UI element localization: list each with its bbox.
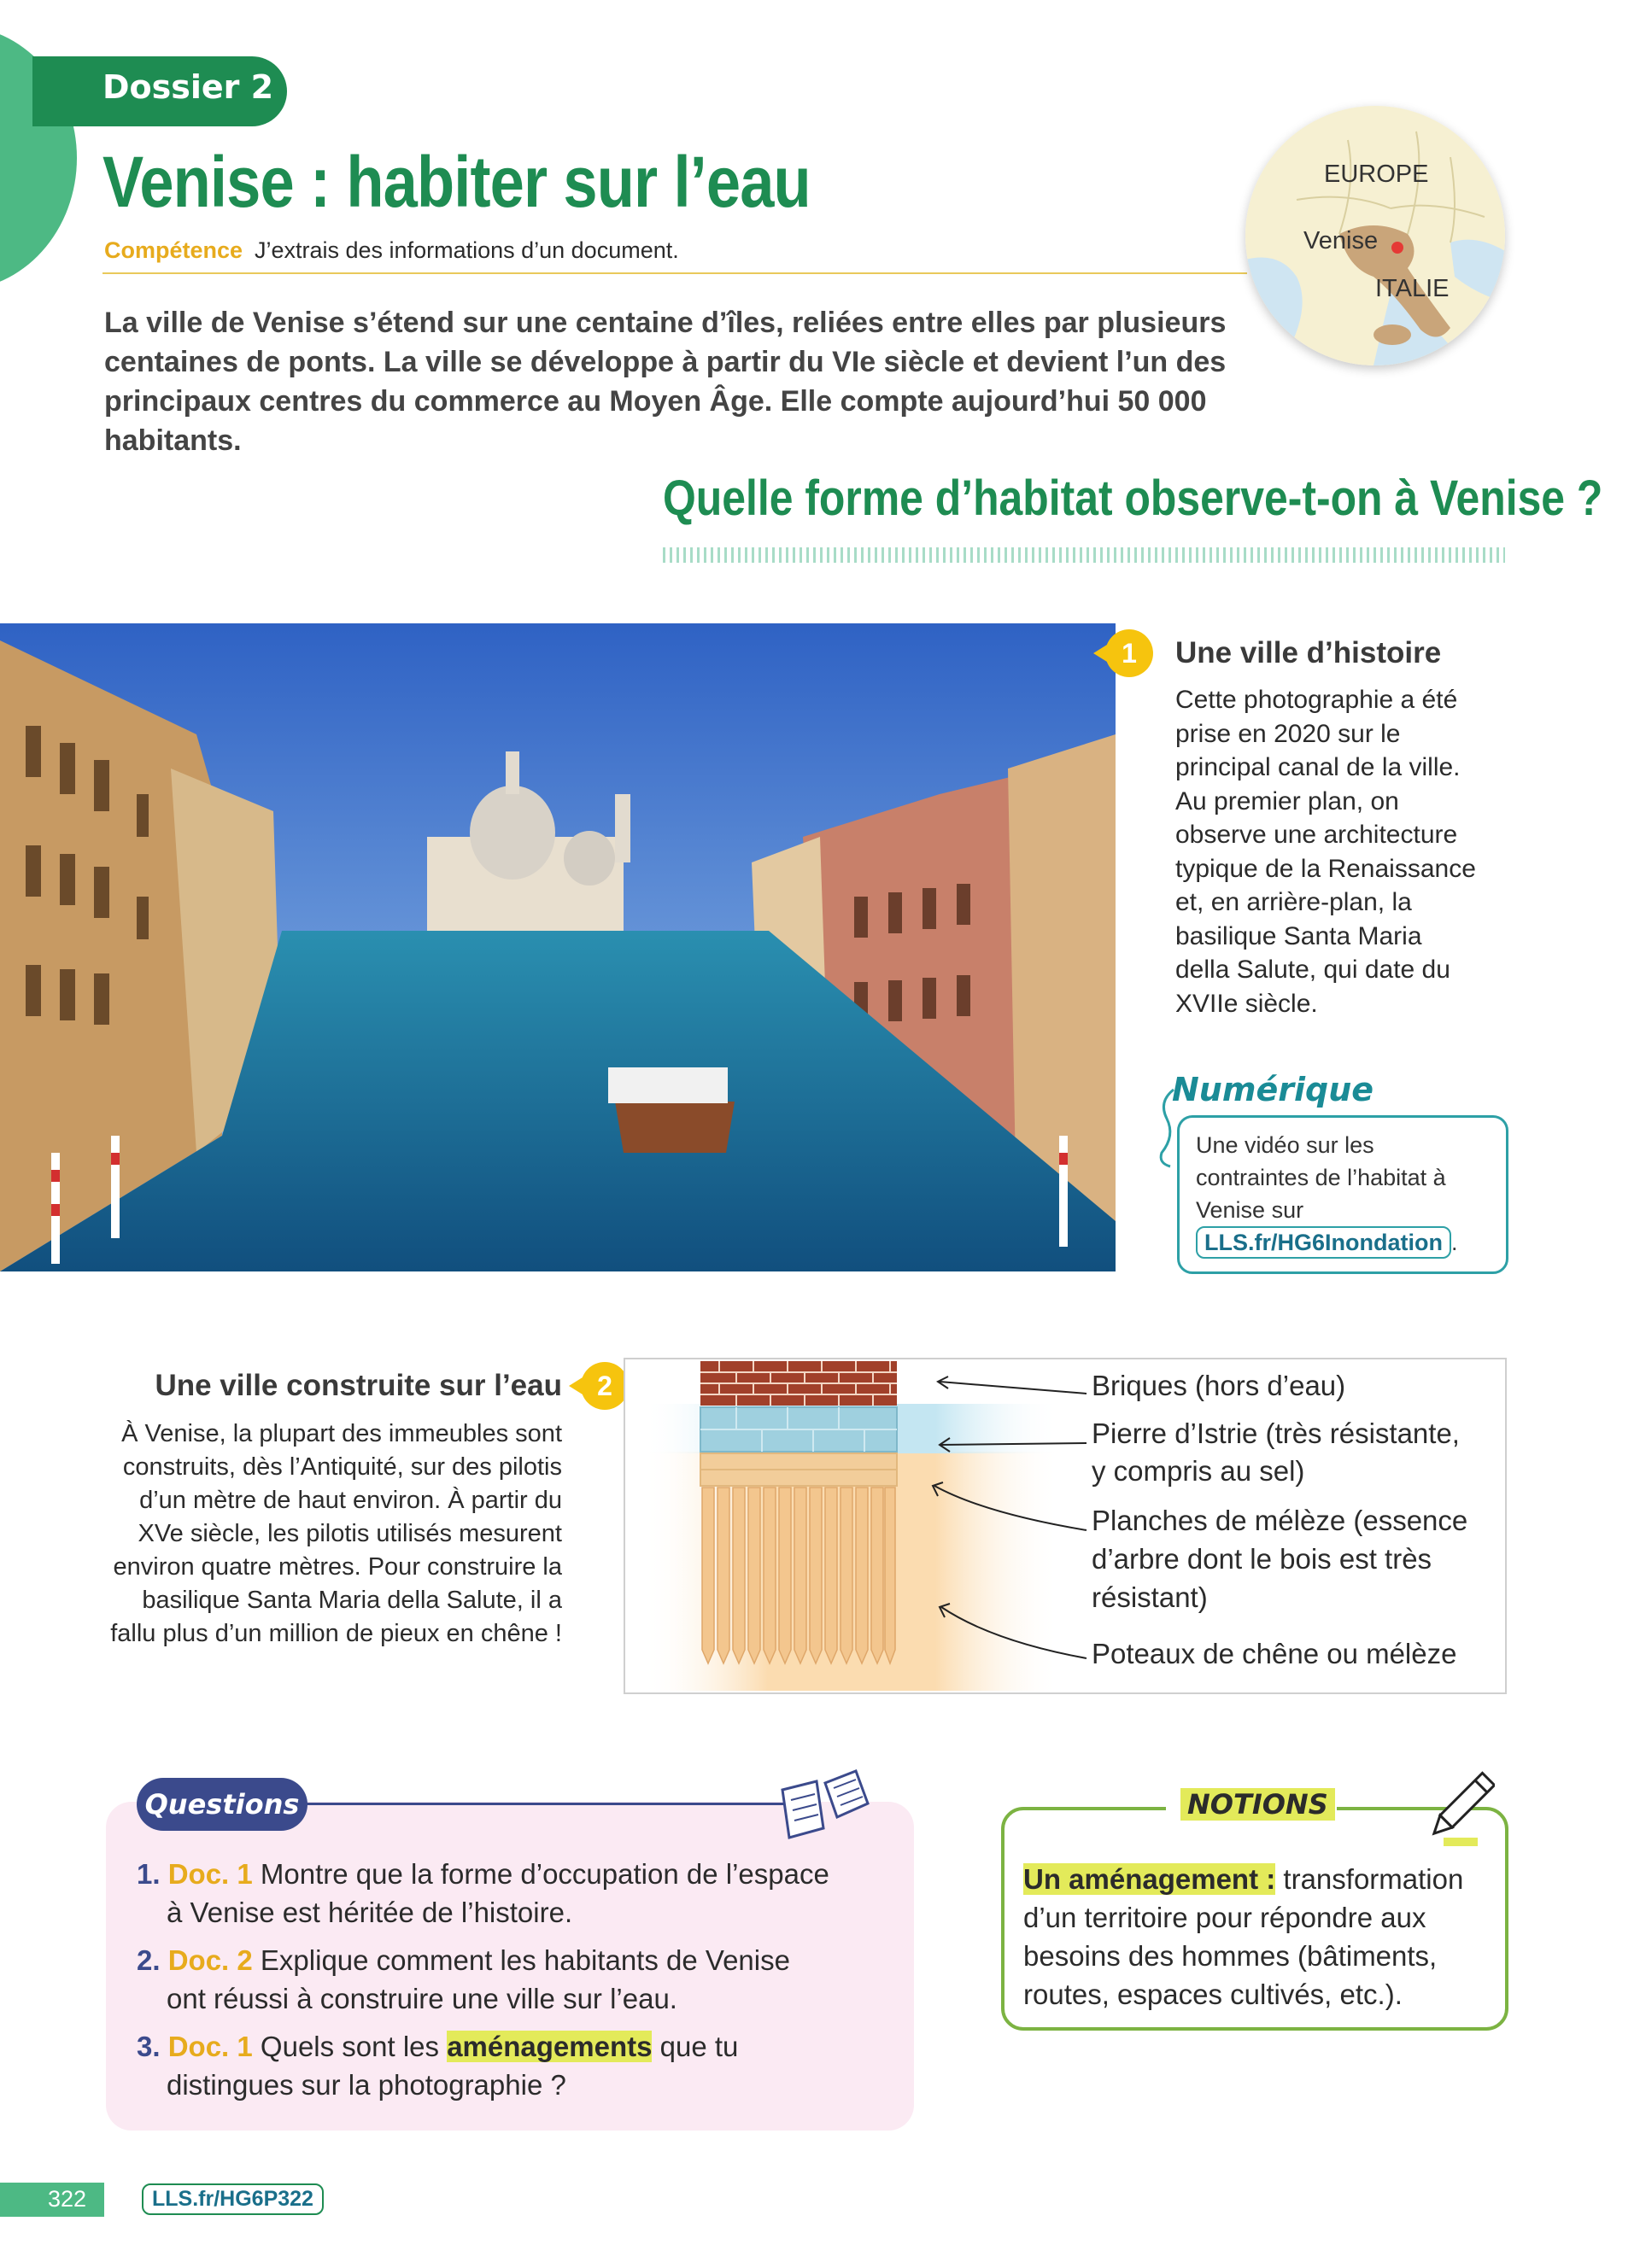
question-3-text-a2: que tu <box>659 2031 739 2062</box>
label-istrian-stone-1: Pierre d’Istrie (très résistante, <box>1092 1418 1460 1449</box>
venice-marker-icon <box>1391 242 1403 254</box>
question-1-doc: Doc. 1 <box>167 1858 253 1890</box>
footer-link[interactable]: LLS.fr/HG6P322 <box>142 2183 324 2215</box>
label-larch-planks-2: d’arbre dont le bois est très <box>1092 1543 1432 1575</box>
competence-label: Compétence <box>104 237 243 263</box>
questions-divider <box>306 1803 784 1805</box>
question-1 <box>137 1855 880 1932</box>
numerique-suffix: . <box>1450 1230 1458 1255</box>
numerique-title: Numérique <box>1172 1071 1374 1108</box>
notions-definition-text: transformation d’un territoire pour répondre aux besoins des hommes (bâtiments, routes, espaces cultivés, etc.). <box>1023 1863 1464 2010</box>
numerique-description: Une vidéo sur les contraintes de l’habitat à Venise sur <box>1196 1132 1446 1223</box>
doc2-text: À Venise, la plupart des immeubles sont construits, dès l’Antiquité, sur des pilotis d’un mètre de haut environ. À partir du XVe siècle, les pilotis utilisés mesurent environ quatre mètres. Pour construire la basilique Santa Maria della Salute, il a fallu plus d’un million de pieux en chêne ! <box>110 1420 562 1647</box>
map-label-venise: Venise <box>1303 227 1379 254</box>
map-label-italie: ITALIE <box>1375 275 1450 302</box>
numerique-link[interactable]: LLS.fr/HG6Inondation <box>1196 1226 1451 1259</box>
question-2-doc: Doc. 2 <box>167 1944 253 1976</box>
doc2-title: Une ville construite sur l’eau <box>155 1369 562 1402</box>
venice-canal-photo <box>0 623 1116 1271</box>
doc1-title: Une ville d’histoire <box>1175 636 1442 669</box>
locator-map <box>1245 106 1505 365</box>
dossier-label: Dossier 2 <box>102 68 274 106</box>
question-3-doc: Doc. 1 <box>167 2031 253 2062</box>
notions-term: Un aménagement : <box>1023 1863 1276 1895</box>
question-3-text-b: distingues sur la photographie ? <box>167 2069 566 2101</box>
label-posts: Poteaux de chêne ou mélèze <box>1092 1638 1457 1669</box>
question-3-highlight: aménagements <box>447 2031 653 2062</box>
label-istrian-stone-2: y compris au sel) <box>1092 1455 1305 1487</box>
question-2 <box>137 1941 880 2018</box>
notions-definition <box>1023 1860 1489 2014</box>
label-bricks: Briques (hors d’eau) <box>1092 1370 1346 1401</box>
questions-label: Questions <box>144 1788 300 1821</box>
papers-icon <box>774 1764 876 1850</box>
question-3-number: 3. <box>137 2031 161 2062</box>
doc2-number-badge: 2 <box>581 1362 629 1410</box>
competence-divider <box>102 272 1247 274</box>
section-question: Quelle forme d’habitat observe-t-on à Venise ? <box>663 471 1603 526</box>
numerique-text <box>1196 1129 1486 1259</box>
foundation-diagram <box>624 1358 1507 1694</box>
question-2-number: 2. <box>137 1944 161 1976</box>
page-number: 322 <box>48 2186 87 2212</box>
competence-text: J’extrais des informations d’un document. <box>255 237 679 263</box>
map-label-europe: EUROPE <box>1324 161 1429 188</box>
question-1-number: 1. <box>137 1858 161 1890</box>
question-3 <box>137 2027 880 2104</box>
doc1-number-badge: 1 <box>1105 629 1153 677</box>
question-2-text-b: ont réussi à construire une ville sur l’eau. <box>167 1983 677 2014</box>
page-title: Venise : habiter sur l’eau <box>102 142 811 222</box>
notions-title: NOTIONS <box>1180 1788 1335 1821</box>
section-divider <box>663 547 1505 563</box>
question-2-text-a: Explique comment les habitants de Venise <box>260 1944 790 1976</box>
doc1-caption: Cette photographie a été prise en 2020 sur le principal canal de la ville. Au premier plan, on observe une architecture typique de la Renaissance et, en arrière-plan, la basilique Santa Maria della Salute, qui date du XVIIe siècle. <box>1175 686 1476 1018</box>
question-3-text-a: Quels sont les <box>260 2031 440 2062</box>
pencil-icon <box>1392 1764 1495 1850</box>
label-larch-planks-3: résistant) <box>1092 1581 1208 1613</box>
label-larch-planks-1: Planches de mélèze (essence <box>1092 1505 1468 1536</box>
question-1-text-a: Montre que la forme d’occupation de l’espace <box>260 1858 829 1890</box>
question-1-text-b: à Venise est héritée de l’histoire. <box>167 1897 573 1928</box>
intro-paragraph: La ville de Venise s’étend sur une centaine d’îles, reliées entre elles par plusieurs centaines de ponts. La ville se développe à partir du VIe siècle et devient l’un des principaux centres du commerce au Moyen Âge. Elle compte aujourd’hui 50 000 habitants. <box>104 307 1227 457</box>
